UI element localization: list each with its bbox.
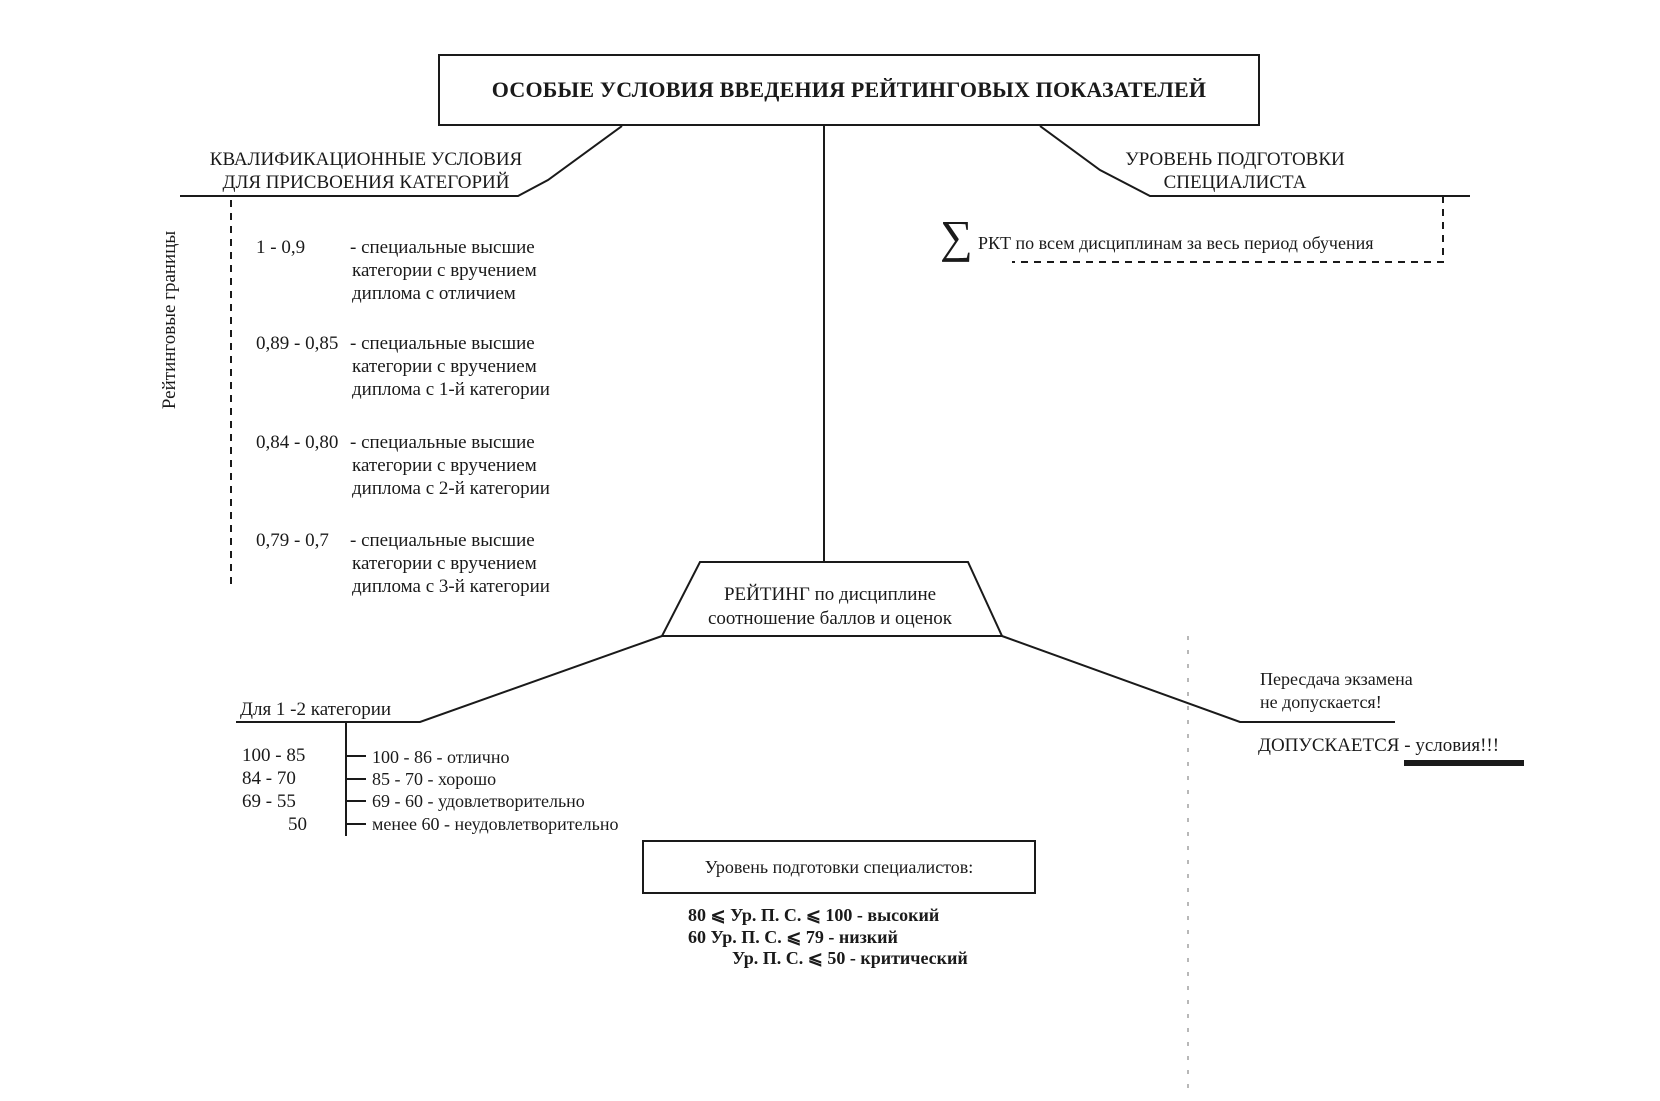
category-range-4: 0,79 - 0,7 (256, 530, 329, 551)
score-4: 50 (288, 814, 307, 835)
level-box-label: Уровень подготовки специалистов: (704, 856, 974, 877)
category-range-1: 1 - 0,9 (256, 237, 306, 258)
rating-line2: соотношение баллов и оценок (707, 608, 953, 629)
category-desc-2 (350, 332, 550, 401)
category-1-line2: категории с вручением (352, 260, 537, 281)
conditions-underline-bar (1404, 760, 1524, 766)
allowed-text: ДОПУСКАЕТСЯ (1258, 735, 1400, 756)
category-2-line1: - специальные высшие (350, 333, 535, 354)
retake-note (1260, 668, 1413, 714)
grade-2: 85 - 70 - хорошо (372, 769, 497, 789)
level-row-3: Ур. П. С. ⩽ 50 - критический (732, 948, 968, 968)
category-3-line1: - специальные высшие (350, 432, 535, 453)
left-heading-line2: ДЛЯ ПРИСВОЕНИЯ КАТЕГОРИЙ (222, 172, 510, 193)
category-desc-3 (350, 431, 550, 500)
category-1-line3: диплома с отличием (352, 283, 516, 304)
left-heading (190, 148, 542, 194)
category-3-line3: диплома с 2-й категории (352, 478, 550, 499)
axis-label: Рейтинговые границы (159, 230, 180, 410)
category-4-line3: диплома с 3-й категории (352, 576, 550, 597)
sigma-icon: ∑ (940, 211, 973, 262)
conditions-text: условия!!! (1415, 735, 1500, 756)
retake-line2: не допускается! (1260, 692, 1382, 712)
category-desc-4 (350, 529, 550, 598)
category-desc-1 (350, 236, 537, 305)
grade-4: менее 60 - неудовлетворительно (372, 814, 619, 834)
right-heading-line2: СПЕЦИАЛИСТА (1163, 172, 1307, 193)
right-heading (1100, 148, 1370, 194)
rating-line1: РЕЙТИНГ по дисциплине (723, 584, 937, 605)
grade-3: 69 - 60 - удовлетворительно (372, 791, 585, 811)
score-2: 84 - 70 (242, 768, 296, 789)
category-4-line2: категории с вручением (352, 553, 537, 574)
allowed-dash: - (1399, 735, 1416, 756)
category-4-line1: - специальные высшие (350, 530, 535, 551)
level-row-2: 60 Ур. П. С. ⩽ 79 - низкий (688, 927, 898, 947)
title-box (438, 54, 1260, 126)
score-3: 69 - 55 (242, 791, 296, 812)
rating-box-text (660, 583, 1000, 631)
allowed-line (1258, 734, 1499, 757)
category-range-3: 0,84 - 0,80 (256, 432, 339, 453)
category-2-line3: диплома с 1-й категории (352, 379, 550, 400)
retake-line1: Пересдача экзамена (1260, 669, 1413, 689)
category-1-line1: - специальные высшие (350, 237, 535, 258)
right-heading-line1: УРОВЕНЬ ПОДГОТОВКИ (1125, 149, 1345, 170)
page-title: ОСОБЫЕ УСЛОВИЯ ВВЕДЕНИЯ РЕЙТИНГОВЫХ ПОКАЗАТЕЛЕЙ (491, 77, 1207, 102)
level-row-1: 80 ⩽ Ур. П. С. ⩽ 100 - высокий (688, 905, 940, 925)
category-2-line2: категории с вручением (352, 356, 537, 377)
category-3-line2: категории с вручением (352, 455, 537, 476)
level-box (642, 840, 1036, 894)
grade-1: 100 - 86 - отлично (372, 747, 510, 767)
formula-text: РКТ по всем дисциплинам за весь период обучения (978, 233, 1374, 253)
lower-left-heading: Для 1 -2 категории (240, 699, 392, 720)
left-heading-line1: КВАЛИФИКАЦИОННЫЕ УСЛОВИЯ (209, 149, 523, 170)
score-1: 100 - 85 (242, 745, 306, 766)
category-range-2: 0,89 - 0,85 (256, 333, 339, 354)
